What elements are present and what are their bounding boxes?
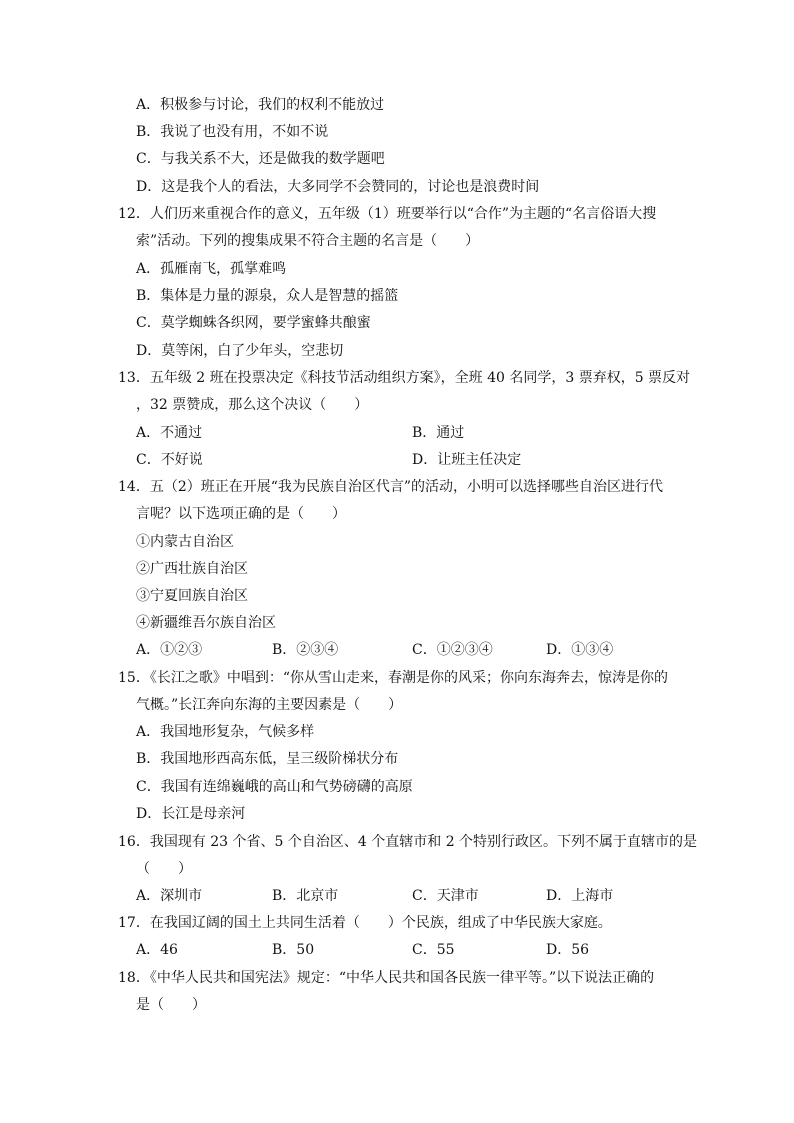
q12-stem-line1: 12．人们历来重视合作的意义，五年级（1）班要举行以“合作”为主题的“名言俗语大搜: [118, 206, 657, 222]
q14-item-2: ②广西壮族自治区: [136, 561, 248, 577]
q18-stem-line2: 是（ ）: [136, 997, 206, 1013]
q15-stem-line2: 气概。”长江奔向东海的主要因素是（ ）: [136, 697, 403, 713]
q14-option-c: C．①②③④: [412, 642, 493, 658]
q14-stem-line1: 14．五（2）班正在开展“我为民族自治区代言”的活动，小明可以选择哪些自治区进行代: [118, 479, 664, 495]
q13-stem-line2: ，32 票赞成，那么这个决议（ ）: [136, 397, 369, 413]
q17-stem: 17．在我国辽阔的国土上共同生活着（ ）个民族，组成了中华民族大家庭。: [118, 915, 612, 931]
q14-stem-line2: 言呢？以下选项正确的是（ ）: [136, 506, 346, 522]
q12-option-c: C．莫学蜘蛛各织网，要学蜜蜂共酿蜜: [136, 315, 371, 331]
q13-stem-line1: 13．五年级 2 班在投票决定《科技节活动组织方案》，全班 40 名同学，3 票弃权，5 票反对: [118, 370, 691, 386]
q16-option-c: C．天津市: [412, 888, 479, 904]
q11-option-d: D．这是我个人的看法，大多同学不会赞同的，讨论也是浪费时间: [136, 179, 540, 195]
q14-option-a: A．①②③: [136, 642, 203, 658]
q17-option-a: A．46: [136, 942, 178, 958]
q18-stem-line1: 18．《中华人民共和国宪法》规定：“中华人民共和国各民族一律平等。”以下说法正确的: [118, 970, 655, 986]
q13-option-a: A．不通过: [136, 425, 203, 441]
q11-option-c: C．与我关系不大，还是做我的数学题吧: [136, 151, 385, 167]
q14-item-1: ①内蒙古自治区: [136, 534, 234, 550]
q14-item-4: ④新疆维吾尔族自治区: [136, 615, 276, 631]
q16-stem-line1: 16．我国现有 23 个省、5 个自治区、4 个直辖市和 2 个特别行政区。下列不属于直辖市的是: [118, 834, 698, 850]
q12-option-b: B．集体是力量的源泉，众人是智慧的摇篮: [136, 288, 399, 304]
q15-option-d: D．长江是母亲河: [136, 806, 246, 822]
q11-option-a: A．积极参与讨论，我们的权利不能放过: [136, 97, 385, 113]
q12-stem-line2: 索”活动。下列的搜集成果不符合主题的名言是（ ）: [136, 233, 480, 249]
q17-option-b: B．50: [272, 942, 315, 958]
q12-option-d: D．莫等闲，白了少年头，空悲切: [136, 343, 344, 359]
q17-option-c: C．55: [412, 942, 455, 958]
q16-option-d: D．上海市: [546, 888, 614, 904]
q15-stem-line1: 15．《长江之歌》中唱到：“你从雪山走来，春潮是你的风采；你向东海奔去，惊涛是你的: [118, 670, 668, 686]
q16-stem-line2: （ ）: [136, 861, 192, 877]
q11-option-b: B．我说了也没有用，不如不说: [136, 124, 329, 140]
q14-option-d: D．①③④: [546, 642, 614, 658]
q15-option-c: C．我国有连绵巍峨的高山和气势磅礴的高原: [136, 779, 413, 795]
q16-option-a: A．深圳市: [136, 888, 203, 904]
q15-option-a: A．我国地形复杂，气候多样: [136, 724, 315, 740]
q13-option-b: B．通过: [412, 425, 465, 441]
q16-option-b: B．北京市: [272, 888, 339, 904]
q15-option-b: B．我国地形西高东低，呈三级阶梯状分布: [136, 751, 399, 767]
q13-option-d: D．让班主任决定: [412, 452, 522, 468]
q12-option-a: A．孤雁南飞，孤掌难鸣: [136, 261, 287, 277]
q17-option-d: D．56: [546, 942, 590, 958]
q14-item-3: ③宁夏回族自治区: [136, 588, 248, 604]
q14-option-b: B．②③④: [272, 642, 339, 658]
q13-option-c: C．不好说: [136, 452, 203, 468]
